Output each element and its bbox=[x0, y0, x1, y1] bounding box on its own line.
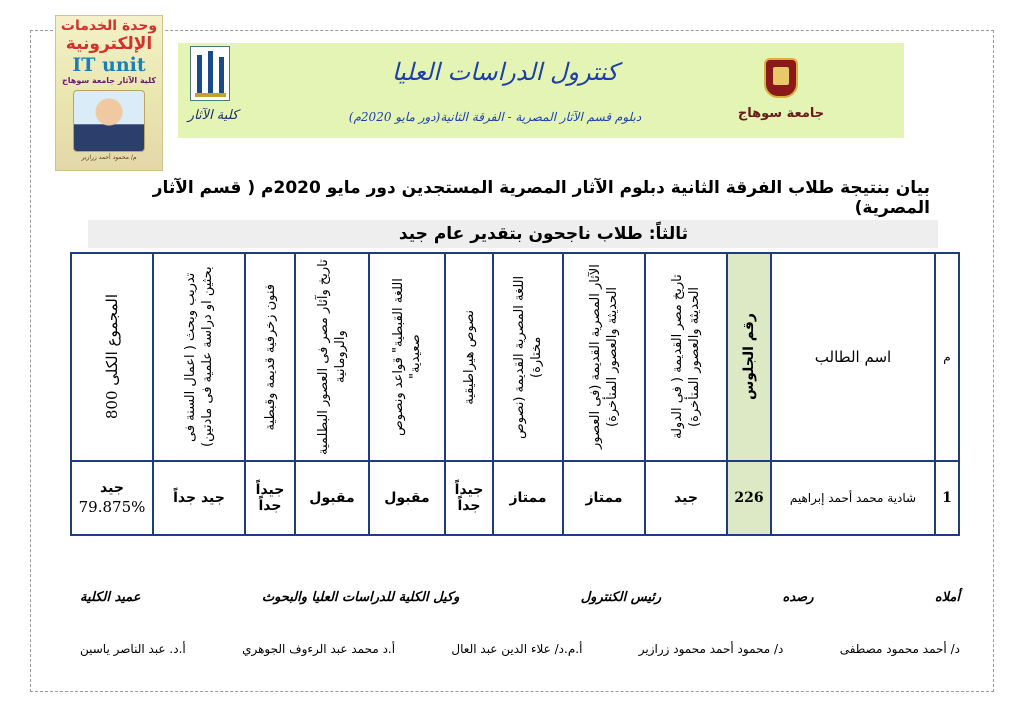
badge-line-1: وحدة الخدمات bbox=[60, 18, 158, 34]
cell-grade-4: جيداً جداً bbox=[445, 461, 493, 535]
sig-title-vice-dean: وكيل الكلية للدراسات العليا والبحوث bbox=[261, 590, 460, 605]
cell-grade-6: مقبول bbox=[295, 461, 369, 535]
sig-title-recorded: رصده bbox=[782, 590, 814, 605]
table-header-row bbox=[71, 253, 959, 461]
university-seal-icon bbox=[764, 58, 798, 98]
cell-num: 1 bbox=[935, 461, 959, 535]
sig-name-dictated: د/ أحمد محمود مصطفى bbox=[839, 642, 960, 656]
faculty-name: كلية الآثار bbox=[187, 108, 239, 123]
signature-names bbox=[80, 642, 960, 656]
header-seat: رقم الجلوس bbox=[727, 253, 771, 461]
header-col-5: اللغة القبطية" قواعد ونصوص صعيدية" bbox=[369, 253, 445, 461]
it-unit-badge bbox=[55, 15, 163, 171]
section-title: ثالثاً: طلاب ناجحون بتقدير عام جيد bbox=[398, 224, 688, 244]
header-total: المجموع الكلى 800 bbox=[71, 253, 153, 461]
badge-line-2: الإلكترونية bbox=[65, 34, 153, 54]
cell-grade-2: ممتاز bbox=[563, 461, 645, 535]
header-col-7: فنون زخرفية قديمة وقبطية bbox=[245, 253, 295, 461]
sig-title-dean: عميد الكلية bbox=[80, 590, 141, 605]
badge-line-3: IT unit bbox=[72, 54, 146, 76]
sig-title-dictated: أملاه bbox=[934, 590, 960, 605]
header-col-1: تاريخ مصر القديمة ( فى الدولة الحديثة والعصور المتأخرة) bbox=[645, 253, 727, 461]
faculty-logo-icon bbox=[190, 46, 230, 101]
results-table bbox=[70, 252, 960, 536]
total-grade: جيد bbox=[100, 480, 124, 496]
badge-line-4: كلية الآثار جامعة سوهاج bbox=[62, 76, 156, 85]
header-col-3: اللغة المصرية القديمة (نصوص مختارة) bbox=[493, 253, 563, 461]
signature-titles bbox=[80, 590, 960, 605]
portrait-photo bbox=[73, 90, 145, 152]
table-row bbox=[71, 461, 959, 535]
results-statement: بيان بنتيجة طلاب الفرقة الثانية دبلوم الآثار المصرية المستجدين دور مايو 2020م ( قسم الآثار المصرية) bbox=[152, 178, 930, 218]
header-name: اسم الطالب bbox=[771, 253, 935, 461]
badge-line-5: م/ محمود أحمد زرازير bbox=[81, 154, 137, 161]
cell-grade-5: مقبول bbox=[369, 461, 445, 535]
cell-student-name: شادية محمد أحمد إبراهيم bbox=[771, 461, 935, 535]
cell-total bbox=[71, 461, 153, 535]
header-col-4: نصوص هيراطيقية bbox=[445, 253, 493, 461]
sig-title-control-head: رئيس الكنترول bbox=[580, 590, 662, 605]
header-title: كنترول الدراسات العليا bbox=[391, 58, 619, 86]
cell-seat: 226 bbox=[727, 461, 771, 535]
sig-name-control-head: أ.م.د/ علاء الدين عبد العال bbox=[451, 642, 583, 656]
header-col-6: تاريخ وآثار مصر فى العصور البطلمية والرومانية bbox=[295, 253, 369, 461]
cell-grade-1: جيد bbox=[645, 461, 727, 535]
header-num: م bbox=[935, 253, 959, 461]
cell-grade-8: جيد جداً bbox=[153, 461, 245, 535]
total-percentage: 79.875% bbox=[78, 498, 146, 516]
university-name: جامعة سوهاج bbox=[737, 106, 825, 121]
sig-name-vice-dean: أ.د محمد عبد الرءوف الجوهري bbox=[242, 642, 396, 656]
header-subtitle: دبلوم قسم الآثار المصرية - الفرقة الثانية(دور مايو 2020م) bbox=[348, 110, 642, 124]
cell-grade-3: ممتاز bbox=[493, 461, 563, 535]
header-col-8: تدريب وبحث ( اعمال السنة فى بحثين او دراسة علمية فى مادتين) bbox=[153, 253, 245, 461]
sig-name-dean: أ.د. عبد الناصر ياسين bbox=[80, 642, 186, 656]
sig-name-recorded: د/ محمود أحمد محمود زرازير bbox=[638, 642, 784, 656]
cell-grade-7: جيداً جداً bbox=[245, 461, 295, 535]
header-col-2: الآثار المصرية القديمة (فى العصور الحديثة والعصور المتأخرة) bbox=[563, 253, 645, 461]
